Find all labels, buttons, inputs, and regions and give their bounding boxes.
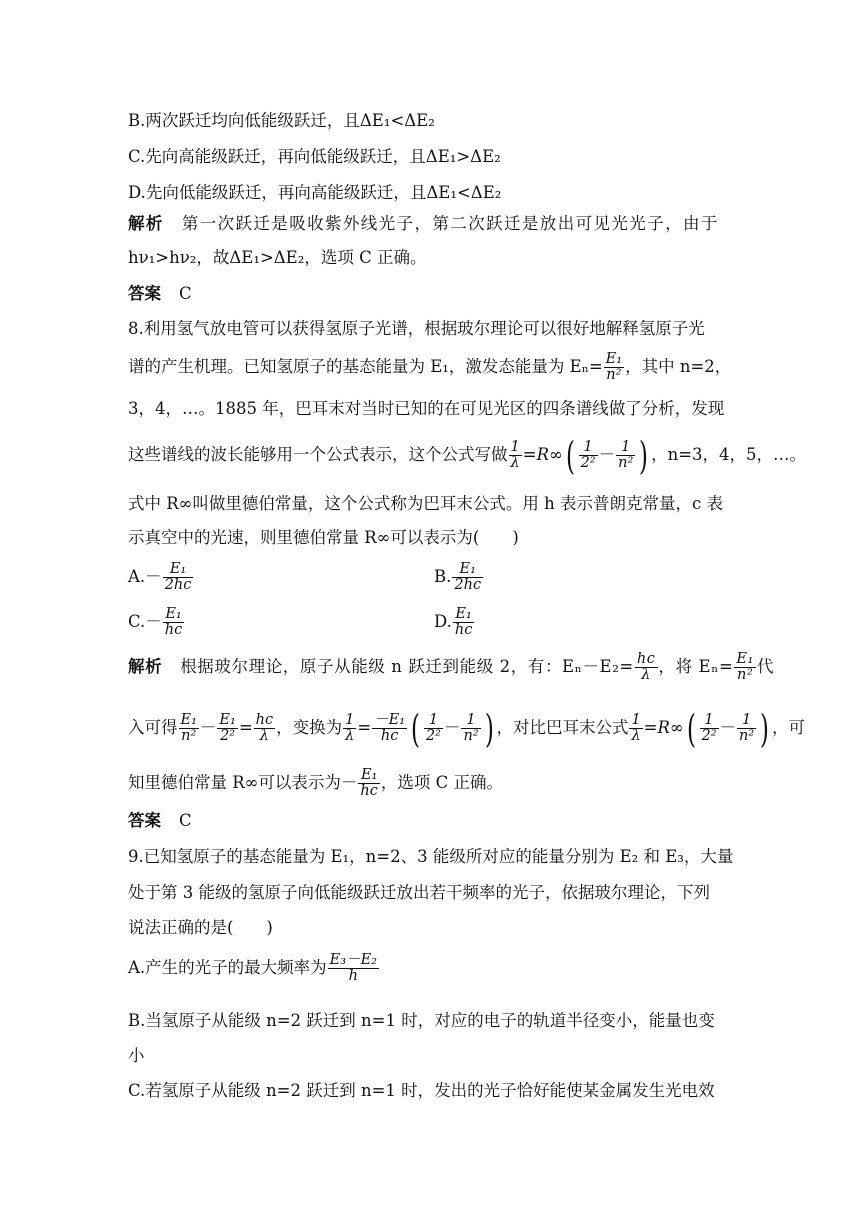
analysis-label: 解析 (128, 214, 164, 233)
denominator: 2hc (164, 577, 192, 593)
one-over-n-sq (616, 440, 635, 471)
analysis-text: 根据玻尔理论，原子从能级 n 跃迁到能级 2，有：Eₙ－E₂= (180, 657, 634, 676)
fraction (424, 713, 443, 744)
numerator: 1 (579, 440, 598, 456)
denominator: hc (454, 622, 473, 638)
q8-line4-text: 这些谱线的波长能够用一个公式表示，这个公式写做 (128, 445, 508, 464)
right-paren: ) (760, 706, 770, 751)
option-fraction (453, 607, 474, 638)
q8-option-c (128, 598, 418, 646)
denominator: 2² (701, 728, 717, 744)
numerator: 1 (737, 713, 756, 729)
analysis-text: ，变换为 (276, 718, 343, 737)
denominator: λ (259, 728, 269, 744)
left-paren: ( (565, 433, 575, 478)
fraction (737, 713, 756, 744)
q8-line1: 8.利用氢气放电管可以获得氢原子光谱，根据玻尔理论可以很好地解释氢原子光 (128, 319, 705, 338)
numerator: E₁ (736, 650, 754, 667)
analysis-text: 第一次跃迁是吸收紫外线光子，第二次跃迁是放出可见光光子，由于 (181, 214, 719, 233)
option-label: C.－ (128, 612, 162, 631)
equals-sign: = (357, 718, 372, 737)
denominator: λ (641, 667, 652, 683)
denominator: n² (606, 367, 622, 383)
q8-line2-tail: ，其中 n=2， (625, 357, 732, 376)
q8-line2-text: 谱的产生机理。已知氢原子的基态能量为 E₁，激发态能量为 Eₙ= (128, 357, 603, 376)
q7-analysis-line1 (128, 213, 734, 235)
energy-fraction (604, 352, 624, 383)
numerator: E₁ (180, 711, 197, 728)
analysis-text: ，对比巴耳末公式 (496, 718, 629, 737)
q8-line3: 3，4，…。1885 年，巴耳末对当时已知的在可见光区的四条谱线做了分析，发现 (128, 399, 725, 418)
inverse-lambda (509, 440, 522, 471)
option-label: A.产生的光子的最大频率为 (128, 958, 327, 977)
q8-option-d (434, 598, 724, 646)
numerator: E₁ (605, 350, 623, 367)
numerator: E₁ (358, 768, 379, 784)
numerator: E₁ (453, 607, 474, 623)
q9-option-c: C.若氢原子从能级 n=2 跃迁到 n=1 时，发出的光子恰好能使某金属发生光电效 (128, 1081, 715, 1100)
fraction (254, 713, 275, 744)
fraction (217, 713, 237, 744)
q8-line4-tail: ，n=3，4，5，…。 (651, 445, 807, 464)
q8-option-b (434, 553, 724, 601)
numerator: E₁ (219, 711, 236, 728)
numerator: 1 (461, 713, 480, 729)
analysis-text: ，将 Eₙ= (658, 657, 734, 676)
numerator: 1 (510, 438, 520, 455)
analysis-text: 入可得 (128, 718, 178, 737)
q8-analysis-line2 (128, 705, 806, 751)
option-fraction (163, 562, 194, 593)
numerator: 1 (345, 711, 355, 728)
minus-sign: － (598, 445, 616, 464)
minus-sign: － (719, 718, 737, 737)
numerator: hc (636, 650, 656, 667)
numerator: hc (255, 711, 274, 728)
q9-option-b-line1: B.当氢原子从能级 n=2 跃迁到 n=1 时，对应的电子的轨道半径变小，能量也变 (128, 1011, 715, 1030)
analysis-text: ，选项 C 正确。 (380, 773, 504, 792)
denominator: n² (737, 667, 754, 683)
numerator: E₁ (163, 562, 194, 578)
rydberg-symbol: R∞ (657, 718, 684, 737)
minus-sign: － (443, 718, 461, 737)
q9-option-a (128, 945, 734, 991)
denominator: hc (380, 728, 399, 744)
denominator: λ (345, 728, 355, 744)
numerator: －E₁ (374, 711, 406, 728)
numerator: E₃－E₂ (329, 951, 377, 968)
option-fraction (163, 607, 184, 638)
answer-value: C (179, 284, 192, 303)
equals-sign: = (643, 718, 658, 737)
denominator: λ (510, 455, 520, 471)
numerator: E₁ (452, 562, 483, 578)
q8-answer (128, 810, 734, 832)
analysis-label: 解析 (128, 657, 163, 676)
option-label: D. (434, 612, 452, 631)
fraction (343, 713, 356, 744)
q9-line1: 9.已知氢原子的基态能量为 E₁，n=2、3 能级所对应的能量分别为 E₂ 和 E₃，大量 (128, 847, 734, 866)
denominator: 2² (425, 728, 441, 744)
q8-analysis-line1 (128, 645, 775, 689)
equals-sign: = (238, 718, 253, 737)
one-over-two-sq (579, 440, 598, 471)
fraction (700, 713, 719, 744)
analysis-text: 代 (756, 657, 775, 676)
left-paren: ( (686, 706, 696, 751)
q7-answer (128, 283, 734, 305)
equals-sign: = (522, 445, 537, 464)
denominator: n² (463, 728, 479, 744)
energy-fraction (734, 652, 756, 683)
option-fraction (452, 562, 483, 593)
option-label: B. (434, 567, 452, 586)
q8-line4 (128, 430, 807, 480)
q7-option-b: B.两次跃迁均向低能级跃迁，且ΔE₁<ΔE₂ (128, 111, 435, 130)
answer-label: 答案 (128, 811, 161, 830)
denominator: λ (631, 728, 641, 744)
q9-line3: 说法正确的是( ) (128, 918, 273, 937)
numerator: 1 (424, 713, 443, 729)
answer-value: C (179, 811, 192, 830)
numerator: 1 (700, 713, 719, 729)
denominator: n² (739, 728, 755, 744)
denominator: n² (181, 728, 197, 744)
right-paren: ) (639, 433, 649, 478)
analysis-text: ，可 (772, 718, 806, 737)
q9-line2: 处于第 3 能级的氢原子向低能级跃迁放出若干频率的光子，依据玻尔理论，下列 (128, 883, 710, 902)
option-fraction (328, 953, 379, 984)
q8-line2 (128, 345, 734, 389)
denominator: h (348, 968, 358, 984)
fraction (358, 768, 379, 799)
right-paren: ) (484, 706, 494, 751)
analysis-text: 知里德伯常量 R∞可以表示为－ (128, 773, 358, 792)
denominator: 2hc (454, 577, 482, 593)
fraction (179, 713, 199, 744)
minus-sign: － (199, 718, 217, 737)
q8-option-a (128, 553, 418, 601)
numerator: 1 (631, 711, 641, 728)
q7-option-c: C.先向高能级跃迁，再向低能级跃迁，且ΔE₁>ΔE₂ (128, 147, 501, 166)
option-label: A.－ (128, 567, 162, 586)
denominator: 2² (220, 728, 236, 744)
denominator: hc (164, 622, 183, 638)
q7-analysis-line2: hν₁>hν₂，故ΔE₁>ΔE₂，选项 C 正确。 (128, 248, 427, 267)
fraction (372, 713, 407, 744)
numerator: 1 (616, 440, 635, 456)
numerator: E₁ (163, 607, 184, 623)
denominator: 2² (580, 455, 596, 471)
q7-option-d: D.先向低能级跃迁，再向高能级跃迁，且ΔE₁<ΔE₂ (128, 183, 502, 202)
answer-label: 答案 (128, 284, 161, 303)
q8-line6: 示真空中的光速，则里德伯常量 R∞可以表示为( ) (128, 528, 519, 547)
rydberg-symbol: R∞ (536, 445, 563, 464)
q8-line5: 式中 R∞叫做里德伯常量，这个公式称为巴耳末公式。用 h 表示普朗克常量，c 表 (128, 494, 724, 513)
fraction (461, 713, 480, 744)
hc-over-lambda (635, 652, 658, 683)
q8-analysis-line3 (128, 760, 734, 806)
denominator: hc (360, 783, 378, 799)
denominator: n² (618, 455, 634, 471)
fraction (629, 713, 642, 744)
left-paren: ( (411, 706, 420, 751)
q9-option-b-line2: 小 (128, 1046, 145, 1065)
